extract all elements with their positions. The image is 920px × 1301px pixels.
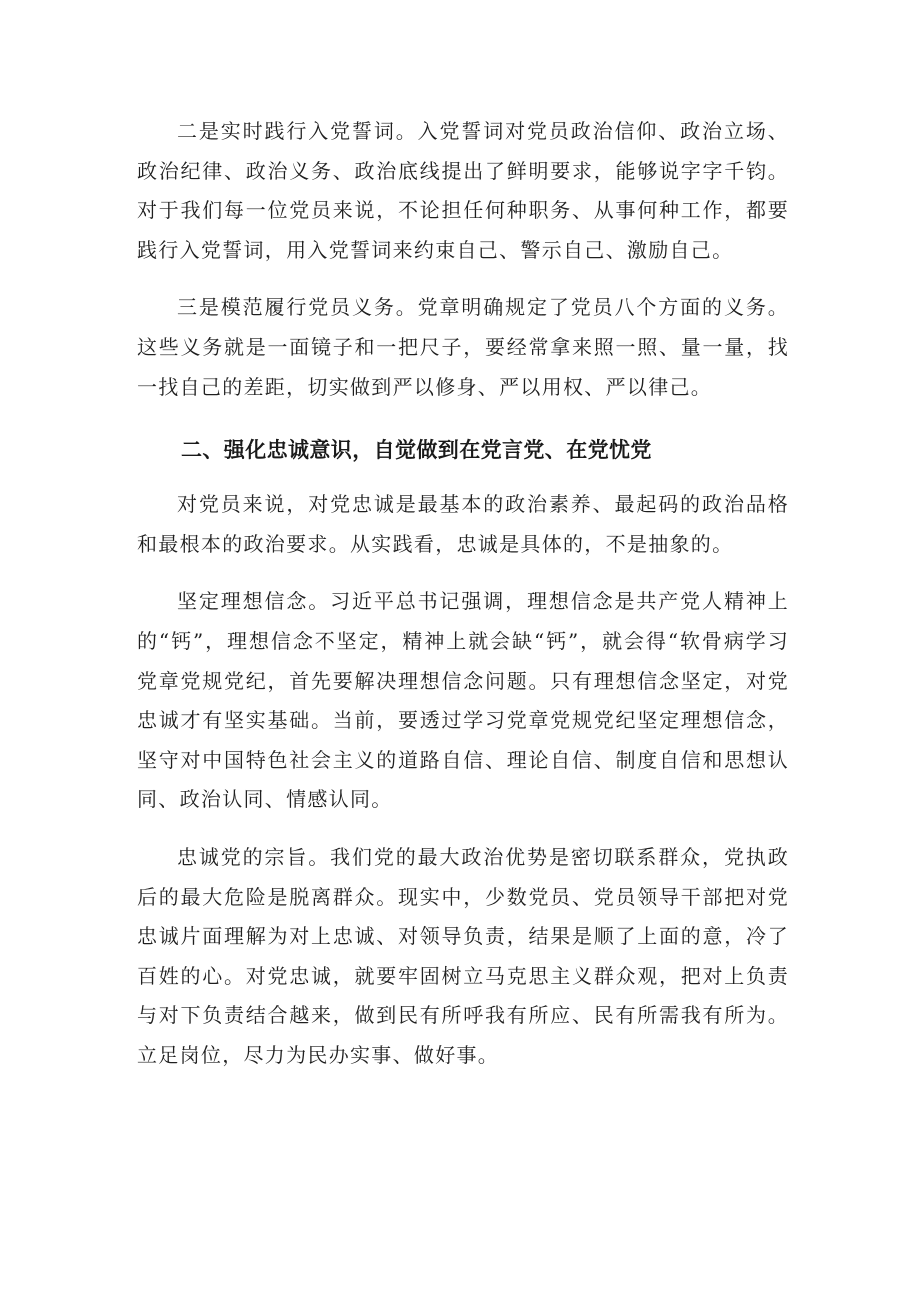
- paragraph-loyalty-intro: 对党员来说，对党忠诚是最基本的政治素养、最起码的政治品格和最根本的政治要求。从实践看，忠诚是具体的，不是抽象的。: [137, 492, 789, 556]
- paragraph-oath: 二是实时践行入党誓词。入党誓词对党员政治信仰、政治立场、政治纪律、政治义务、政治底线提出了鲜明要求，能够说字字千钧。对于我们每一位党员来说，不论担任何种职务、从事何种工作，都要践行入党誓词，用入党誓词来约束自己、警示自己、激励自己。: [137, 119, 789, 262]
- paragraph-duties: 三是模范履行党员义务。党章明确规定了党员八个方面的义务。这些义务就是一面镜子和一把尺子，要经常拿来照一照、量一量，找一找自己的差距，切实做到严以修身、严以用权、严以律己。: [137, 295, 789, 399]
- document-body: [137, 112, 789, 1075]
- section-heading: 二、强化忠诚意识，自觉做到在党言党、在党忧党: [181, 438, 652, 463]
- paragraph-purpose: 忠诚党的宗旨。我们党的最大政治优势是密切联系群众，党执政后的最大危险是脱离群众。现实中，少数党员、党员领导干部把对党忠诚片面理解为对上忠诚、对领导负责，结果是顺了上面的意，冷了百姓的心。对党忠诚，就要牢固树立马克思主义群众观，把对上负责与对下负责结合越来，做到民有所呼我有所应、民有所需我有所为。立足岗位，尽力为民办实事、做好事。: [137, 844, 789, 1067]
- paragraph-ideals: 坚定理想信念。习近平总书记强调，理想信念是共产党人精神上的“钙”，理想信念不坚定，精神上就会缺“钙”，就会得“软骨病学习党章党规党纪，首先要解决理想信念问题。只有理想信念坚定，对党忠诚才有坚实基础。当前，要透过学习党章党规党纪坚定理想信念，坚守对中国特色社会主义的道路自信、理论自信、制度自信和思想认同、政治认同、情感认同。: [137, 589, 789, 812]
